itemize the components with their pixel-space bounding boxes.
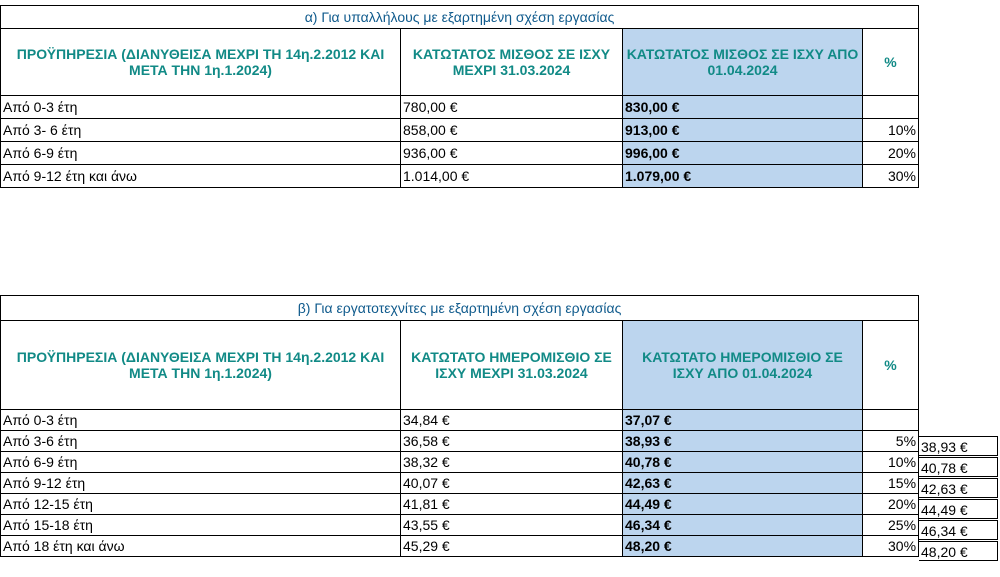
overflow-value-cell: 46,34 € — [919, 520, 998, 540]
experience-cell: Από 9-12 έτη και άνω — [1, 165, 401, 188]
new-value-cell: 1.079,00 € — [623, 165, 863, 188]
experience-cell: Από 6-9 έτη — [1, 452, 401, 473]
old-value-cell: 38,32 € — [401, 452, 623, 473]
overflow-value-cell: 44,49 € — [919, 499, 998, 519]
percent-cell: 30% — [863, 165, 919, 188]
experience-cell: Από 6-9 έτη — [1, 142, 401, 165]
percent-cell: 30% — [863, 536, 919, 557]
experience-cell: Από 9-12 έτη — [1, 473, 401, 494]
table-title: β) Για εργατοτεχνίτες με εξαρτημένη σχέση εργασίας — [1, 296, 919, 321]
new-value-cell: 996,00 € — [623, 142, 863, 165]
experience-cell: Από 3-6 έτη — [1, 431, 401, 452]
old-value-cell: 40,07 € — [401, 473, 623, 494]
new-value-cell: 38,93 € — [623, 431, 863, 452]
table-row — [1, 473, 919, 494]
old-value-cell: 36,58 € — [401, 431, 623, 452]
old-value-cell: 45,29 € — [401, 536, 623, 557]
table-row — [1, 494, 919, 515]
table-row — [1, 119, 919, 142]
percent-cell: 25% — [863, 515, 919, 536]
old-value-cell: 780,00 € — [401, 96, 623, 119]
old-value-cell: 858,00 € — [401, 119, 623, 142]
table-row — [1, 452, 919, 473]
overflow-value-cell: 42,63 € — [919, 478, 998, 498]
wage-table-workers — [0, 295, 919, 557]
experience-cell: Από 0-3 έτη — [1, 96, 401, 119]
percent-cell: 5% — [863, 431, 919, 452]
percent-cell: 10% — [863, 119, 919, 142]
table-row — [1, 410, 919, 431]
table-row — [1, 431, 919, 452]
old-value-cell: 43,55 € — [401, 515, 623, 536]
percent-cell: 20% — [863, 494, 919, 515]
header-old-salary: ΚΑΤΩΤΑΤΟΣ ΜΙΣΘΟΣ ΣΕ ΙΣΧΥ ΜΕΧΡΙ 31.03.2024 — [401, 29, 623, 96]
header-new-salary: ΚΑΤΩΤΑΤΟΣ ΜΙΣΘΟΣ ΣΕ ΙΣΧΥ ΑΠΟ 01.04.2024 — [623, 29, 863, 96]
old-value-cell: 41,81 € — [401, 494, 623, 515]
new-value-cell: 40,78 € — [623, 452, 863, 473]
table-row — [1, 96, 919, 119]
header-percent: % — [863, 29, 919, 96]
percent-cell: 10% — [863, 452, 919, 473]
percent-cell: 20% — [863, 142, 919, 165]
overflow-value-cell: 48,20 € — [919, 541, 998, 561]
old-value-cell: 34,84 € — [401, 410, 623, 431]
percent-cell — [863, 410, 919, 431]
header-experience: ΠΡΟΫΠΗΡΕΣΙΑ (ΔΙΑΝΥΘΕΙΣΑ ΜΕΧΡΙ ΤΗ 14η.2.2012 ΚΑΙ ΜΕΤΑ ΤΗΝ 1η.1.2024) — [1, 29, 401, 96]
new-value-cell: 830,00 € — [623, 96, 863, 119]
experience-cell: Από 3- 6 έτη — [1, 119, 401, 142]
table-row — [1, 536, 919, 557]
header-experience: ΠΡΟΫΠΗΡΕΣΙΑ (ΔΙΑΝΥΘΕΙΣΑ ΜΕΧΡΙ ΤΗ 14η.2.2012 ΚΑΙ ΜΕΤΑ ΤΗΝ 1η.1.2024) — [1, 321, 401, 410]
new-value-cell: 48,20 € — [623, 536, 863, 557]
table-row — [1, 165, 919, 188]
header-old-wage: ΚΑΤΩΤΑΤΟ ΗΜΕΡΟΜΙΣΘΙΟ ΣΕ ΙΣΧΥ ΜΕΧΡΙ 31.03.2024 — [401, 321, 623, 410]
new-value-cell: 44,49 € — [623, 494, 863, 515]
percent-cell — [863, 96, 919, 119]
new-value-cell: 37,07 € — [623, 410, 863, 431]
new-value-cell: 42,63 € — [623, 473, 863, 494]
old-value-cell: 936,00 € — [401, 142, 623, 165]
experience-cell: Από 12-15 έτη — [1, 494, 401, 515]
experience-cell: Από 0-3 έτη — [1, 410, 401, 431]
old-value-cell: 1.014,00 € — [401, 165, 623, 188]
experience-cell: Από 18 έτη και άνω — [1, 536, 401, 557]
percent-cell: 15% — [863, 473, 919, 494]
table-row — [1, 142, 919, 165]
header-percent: % — [863, 321, 919, 410]
header-new-wage: ΚΑΤΩΤΑΤΟ ΗΜΕΡΟΜΙΣΘΙΟ ΣΕ ΙΣΧΥ ΑΠΟ 01.04.2024 — [623, 321, 863, 410]
overflow-value-cell: 40,78 € — [919, 457, 998, 477]
experience-cell: Από 15-18 έτη — [1, 515, 401, 536]
new-value-cell: 46,34 € — [623, 515, 863, 536]
overflow-value-cell: 38,93 € — [919, 436, 998, 456]
table-title: α) Για υπαλλήλους με εξαρτημένη σχέση εργασίας — [1, 6, 919, 29]
new-value-cell: 913,00 € — [623, 119, 863, 142]
salary-table-employees — [0, 5, 919, 188]
table-row — [1, 515, 919, 536]
